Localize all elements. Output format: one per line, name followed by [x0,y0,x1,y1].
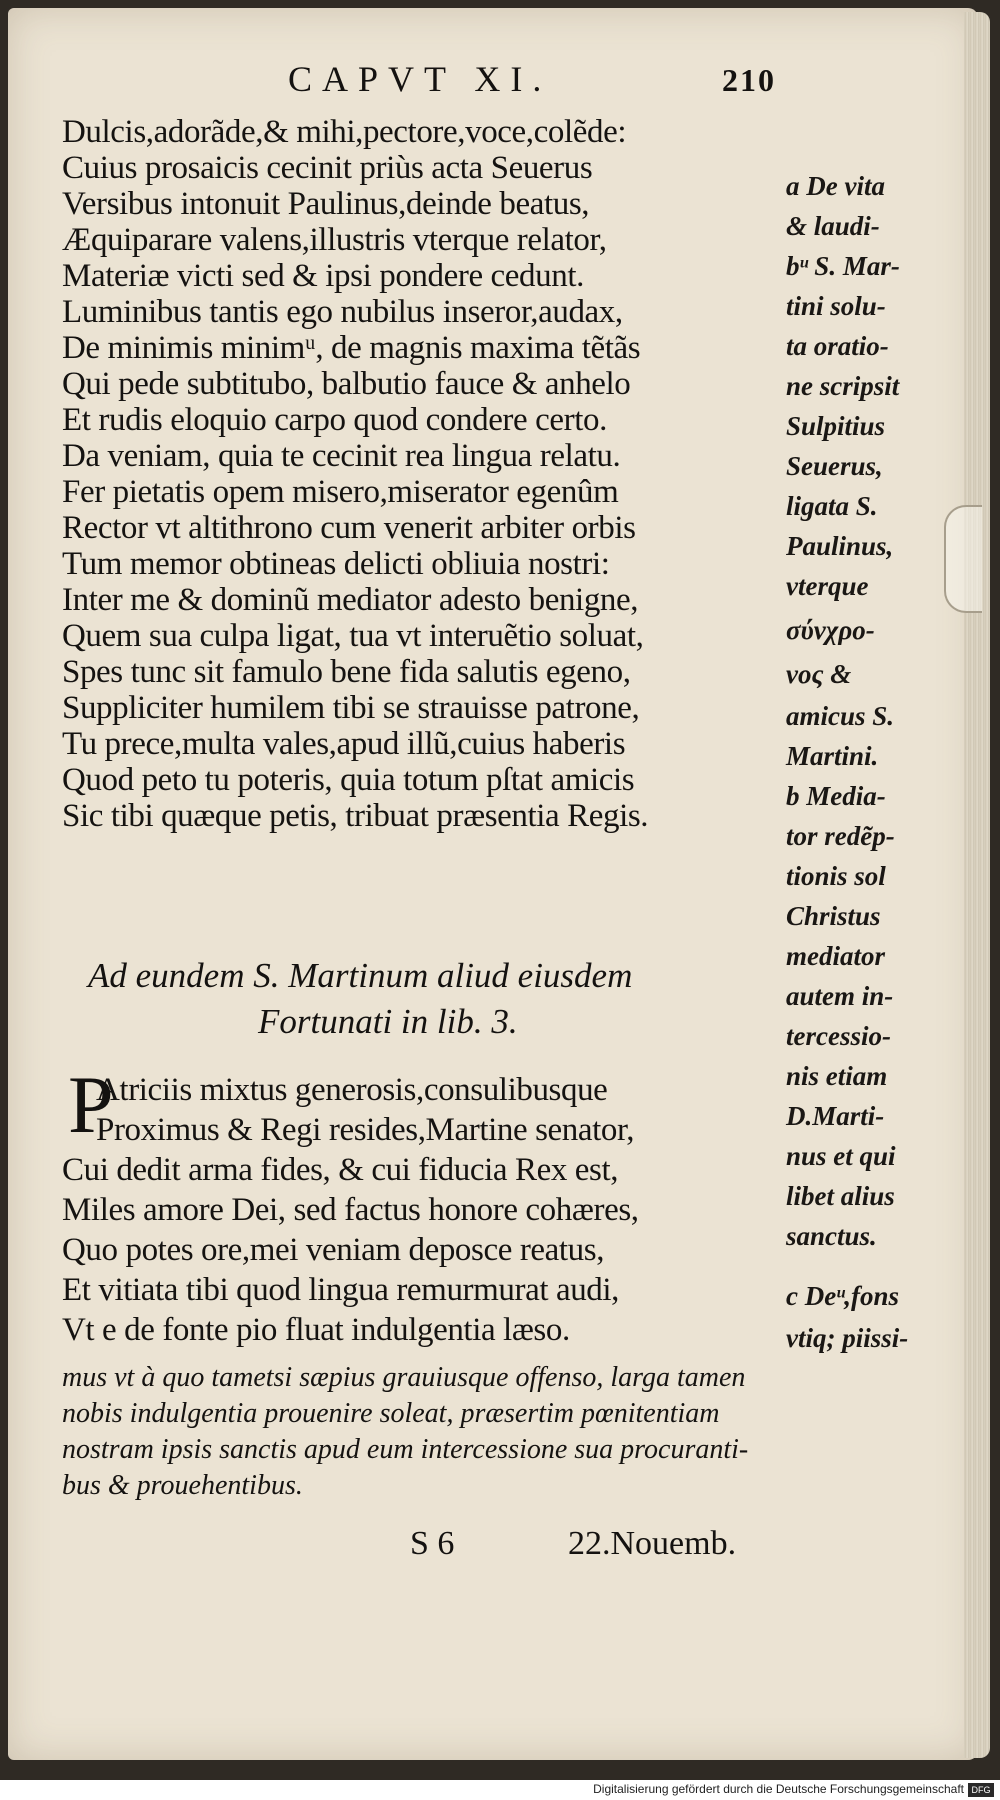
section-heading-line-1: Ad eundem S. Martinum aliud eiusdem [88,956,633,995]
running-header [0,52,1000,102]
margin-note: tini solu- [786,291,886,321]
fortunatus-line: Proximus & Regi resides,Martine senator, [96,1112,635,1148]
poem-line: Inter me & dominũ mediator adesto benigne, [62,582,639,618]
margin-note: D.Marti- [786,1101,885,1131]
margin-note: a De vita [786,171,885,201]
margin-note: σύνχρο- [786,615,875,645]
margin-note: Paulinus, [786,531,894,561]
page-tab-marker [944,505,982,613]
margin-note: libet alius [786,1181,895,1211]
poem-line: Æquiparare valens,illustris vterque relator, [62,222,607,258]
margin-note: nus et qui [786,1141,896,1171]
page-edges [964,12,990,1758]
margin-note: c Deᵘ,fons [786,1281,900,1311]
margin-note: νος & [786,659,852,689]
margin-note: mediator [786,941,885,971]
poem-line: Suppliciter humilem tibi se strauisse patrone, [62,690,640,726]
catchword: 22.Nouemb. [568,1525,737,1562]
margin-note: sanctus. [786,1221,877,1251]
fortunatus-line: Vt e de fonte pio fluat indulgentia læso. [62,1312,570,1348]
drop-cap: P [68,1059,114,1150]
section-heading-line-2: Fortunati in lib. 3. [258,1002,518,1041]
credit-text: Digitalisierung gefördert durch die Deutsche Forschungsgemeinschaft [593,1782,964,1796]
poem-line: Luminibus tantis ego nubilus inseror,audax, [62,294,623,330]
running-title: CAPVT XI. [288,59,552,99]
margin-note: nis etiam [786,1061,888,1091]
margin-note: ligata S. [786,491,878,521]
poem-line: Dulcis,adorãde,& mihi,pectore,voce,colẽde: [62,114,627,150]
poem-line: Sic tibi quæque petis, tribuat præsentia Regis. [62,798,649,834]
dfg-logo: DFG [968,1783,994,1797]
margin-note: tercessio- [786,1021,891,1051]
margin-note: Seuerus, [786,451,883,481]
margin-note: tionis sol [786,861,886,891]
margin-note: Sulpitius [786,411,886,441]
page-number: 210 [722,62,776,98]
margin-note: vterque [786,571,869,601]
poem-line: De minimis minimᵘ, de magnis maxima tẽtãs [62,330,641,366]
commentary-line: bus & prouehentibus. [62,1470,303,1501]
margin-note: Christus [786,901,881,931]
commentary-line: mus vt à quo tametsi sæpius grauiusque offenso, larga tamen [62,1362,746,1393]
margin-note: ta oratio- [786,331,889,361]
poem-line: Spes tunc sit famulo bene fida salutis egeno, [62,654,631,690]
fortunatus-line: Quo potes ore,mei veniam deposce reatus, [62,1232,605,1268]
poem-line: Materiæ victi sed & ipsi pondere cedunt. [62,258,584,294]
margin-note: ne scripsit [786,371,900,401]
poem-line: Quod peto tu poteris, quia totum pſtat amicis [62,762,635,798]
poem-line: Rector vt altithrono cum venerit arbiter orbis [62,510,636,546]
margin-note: b Media- [786,781,886,811]
margin-note: Martini. [786,741,879,771]
commentary-line: nobis indulgentia prouenire soleat, præsertim pœnitentiam [62,1398,720,1429]
poem-line: Versibus intonuit Paulinus,deinde beatus, [62,186,590,222]
credit-bar [0,1780,1000,1800]
poem-line: Qui pede subtitubo, balbutio fauce & anhelo [62,366,631,402]
signature-mark: S 6 [410,1525,455,1562]
poem-line: Tu prece,multa vales,apud illũ,cuius haberis [62,726,626,762]
margin-note: & laudi- [786,211,880,241]
poem-line: Fer pietatis opem misero,miserator egenûm [62,474,619,510]
margin-note: vtiq; piissi- [786,1323,909,1353]
poem-line: Da veniam, quia te cecinit rea lingua relatu. [62,438,621,474]
fortunatus-line: Cui dedit arma fides, & cui fiducia Rex est, [62,1152,619,1188]
margin-note: tor redẽp- [786,821,895,851]
margin-note: amicus S. [786,701,895,731]
fortunatus-line: Et vitiata tibi quod lingua remurmurat audi, [62,1272,620,1308]
margin-note: bᵘ S. Mar- [786,251,900,281]
poem-line: Tum memor obtineas delicti obliuia nostri: [62,546,610,582]
fortunatus-line: Miles amore Dei, sed factus honore cohæres, [62,1192,639,1228]
poem-line: Et rudis eloquio carpo quod condere certo. [62,402,607,438]
commentary-line: nostram ipsis sanctis apud eum intercessione sua procuranti- [62,1434,749,1465]
fortunatus-line: Atriciis mixtus generosis,consulibusque [96,1072,608,1108]
poem-line: Quem sua culpa ligat, tua vt interuẽtio soluat, [62,618,644,654]
margin-note: autem in- [786,981,894,1011]
poem-line: Cuius prosaicis cecinit priùs acta Seuerus [62,150,593,186]
